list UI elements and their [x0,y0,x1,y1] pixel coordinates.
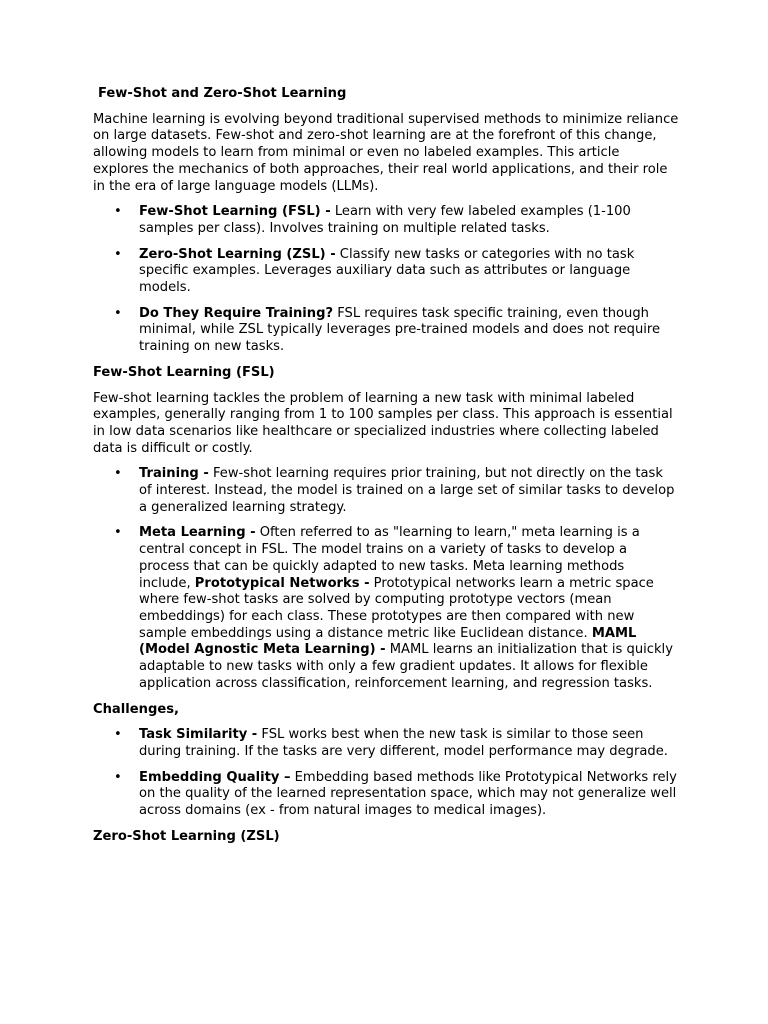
bullet-text: Often referred to as "learning to learn," meta learning is a central concept in FSL. The model trains on a variety of tasks to develop a process that can be quickly adapted to new tasks. Meta learning methods include, [139,525,640,591]
bullet-icon: • [114,769,122,785]
bullet-term: Few-Shot Learning (FSL) - [139,204,331,220]
bullet-icon: • [114,305,122,321]
fsl-paragraph: Few-shot learning tackles the problem of learning a new task with minimal labeled examples, generally ranging from 1 to 100 samples per class. This approach is essential in low data scenarios like healthcare or specialized industries where collecting labeled data is difficult or costly. [93,390,673,456]
bullet-text: Prototypical networks learn a metric space where few-shot tasks are solved by computing prototype vectors (mean embeddings) for each class. These prototypes are then compared with new sample embeddings using a distance metric like Euclidean distance. [139,575,654,641]
bullet-icon: • [114,204,122,220]
bullet-text: Embedding based methods like Prototypical Networks rely on the quality of the learned representation space, which may not generalize well across domains (ex - from natural images to medical images). [139,769,677,819]
bullet-text: FSL works best when the new task is similar to those seen during training. If the tasks are very different, model performance may degrade. [139,727,668,759]
bullet-icon: • [114,727,122,743]
list-item [93,727,679,760]
list-item [93,466,679,516]
intro-bullet-list [93,204,679,356]
bullet-term: Task Similarity - [139,727,258,743]
bullet-term: Training - [139,466,209,482]
document-title: Few-Shot and Zero-Shot Learning [98,86,347,101]
fsl-bullet-list [93,466,679,692]
bullet-text: MAML learns an initialization that is quickly adaptable to new tasks with only a few gradient updates. It allows for flexible application across classification, reinforcement learning, and regression tasks. [139,642,673,691]
bullet-term: Do They Require Training? [139,305,334,321]
document-page [93,86,679,854]
bullet-icon: • [114,525,122,541]
list-item [93,525,679,692]
list-item [93,770,679,820]
list-item [93,204,679,237]
bullet-icon: • [114,246,122,262]
bullet-text: Classify new tasks or categories with no task specific examples. Leverages auxiliary data such as attributes or language models. [139,246,635,296]
zsl-heading: Zero-Shot Learning (ZSL) [93,828,280,844]
list-item [93,247,679,297]
list-item [93,306,679,356]
challenges-heading: Challenges, [93,701,179,717]
challenges-bullet-list [93,727,679,820]
bullet-term: Zero-Shot Learning (ZSL) - [139,246,336,262]
bullet-term: Prototypical Networks - [194,575,370,591]
bullet-term: Meta Learning - [139,525,256,541]
bullet-term: Embedding Quality – [139,769,291,785]
bullet-text: Few-shot learning requires prior training, but not directly on the task of interest. Instead, the model is trained on a large set of similar tasks to develop a generalized learning strategy. [139,466,675,515]
fsl-heading: Few-Shot Learning (FSL) [93,364,275,380]
bullet-text: FSL requires task specific training, even though minimal, while ZSL typically leverages pre-trained models and does not require training on new tasks. [139,305,661,355]
bullet-text: Learn with very few labeled examples (1-100 samples per class). Involves training on multiple related tasks. [139,204,631,236]
intro-paragraph: Machine learning is evolving beyond traditional supervised methods to minimize reliance on large datasets. Few-shot and zero-shot learning are at the forefront of this change, allowing models to learn from minimal or even no labeled examples. This article explores the mechanics of both approaches, their real world applications, and their role in the era of large language models (LLMs). [93,111,679,194]
bullet-icon: • [114,466,122,482]
bullet-term: MAML (Model Agnostic Meta Learning) - [139,625,637,658]
